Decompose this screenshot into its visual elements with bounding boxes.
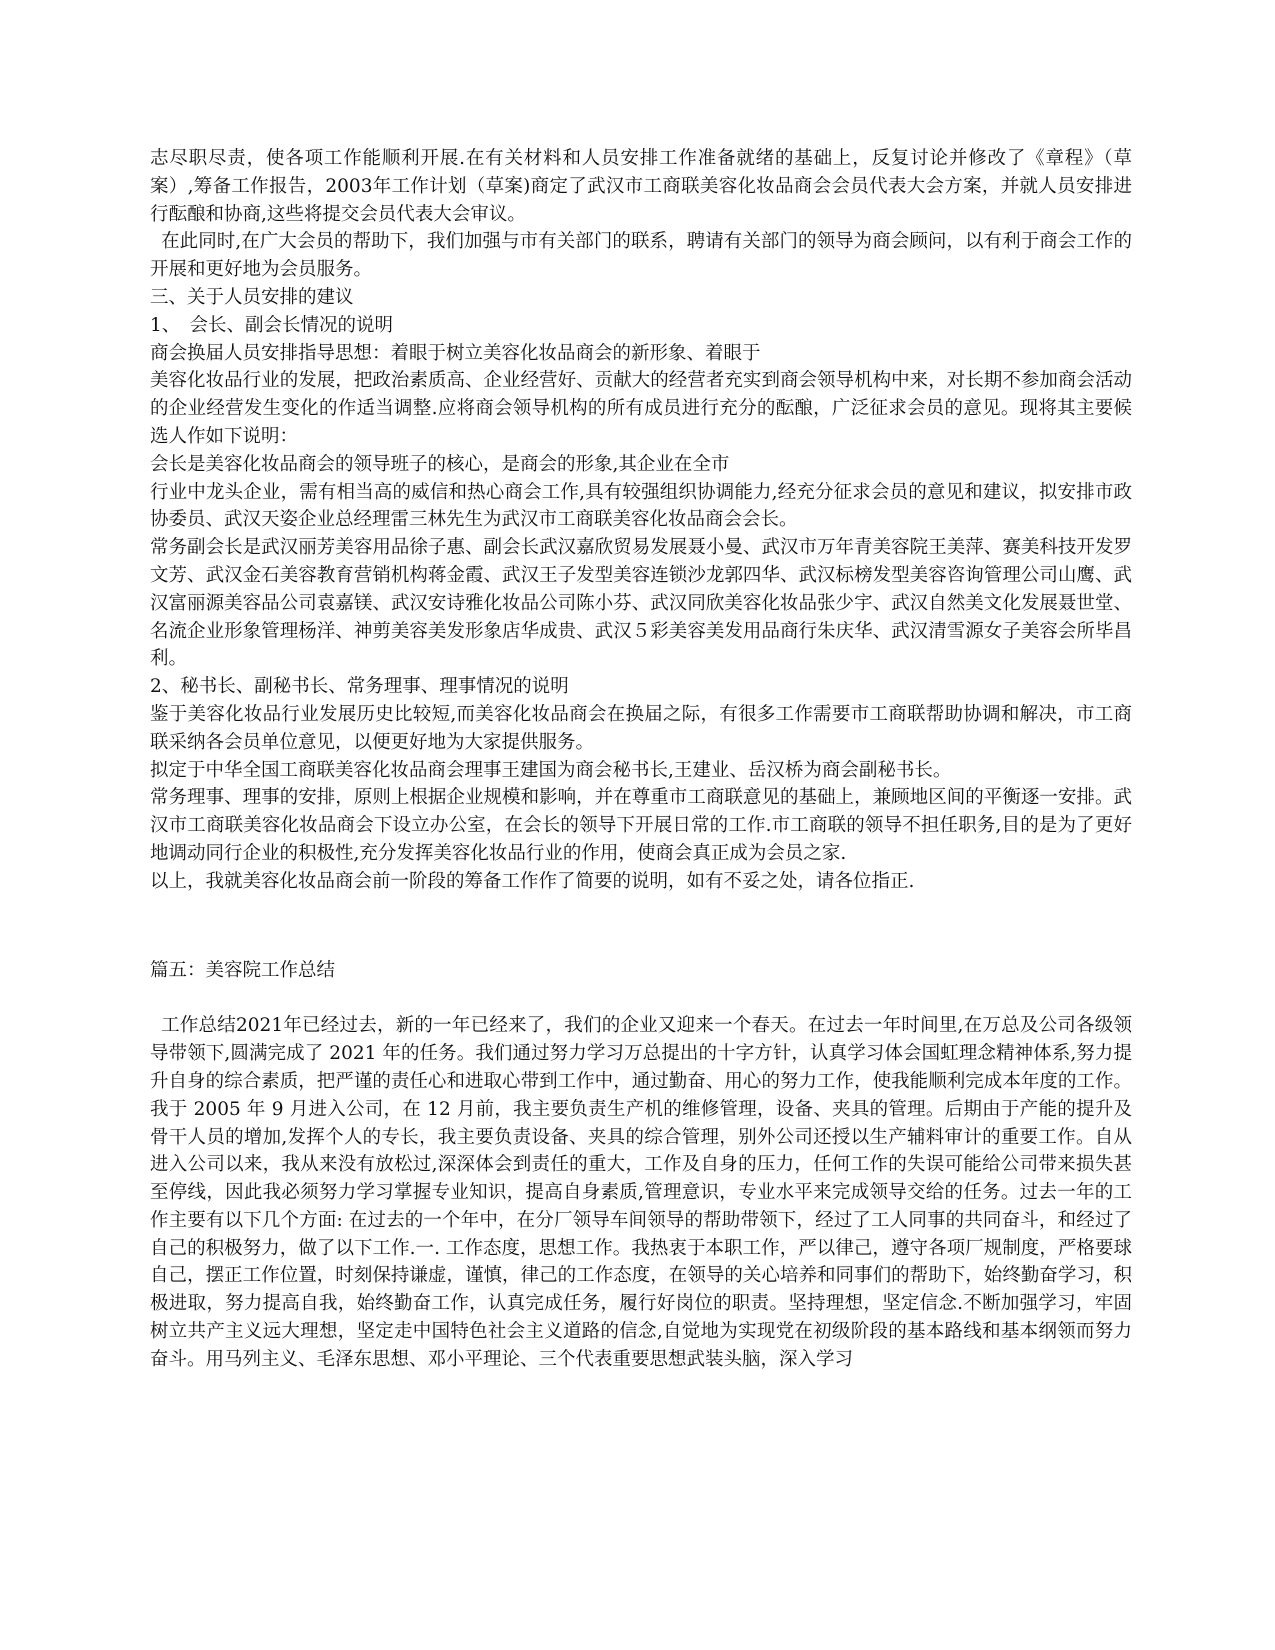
paragraph-directors-arrangement: 常务理事、理事的安排，原则上根据企业规模和影响，并在尊重市工商联意见的基础上，兼顾地区间的平衡逐一安排。武汉市工商联美容化妆品商会下设立办公室，在会长的领导下开展日常的工作.市工商联的领导不担任职务,目的是为了更好地调动同行企业的积极性,充分发挥美容化妆品行业的作用，使商会真正成为会员之家. xyxy=(150,787,1132,864)
paragraph-guiding-principle: 美容化妆品行业的发展，把政治素质高、企业经营好、贡献大的经营者充实到商会领导机构中来，对长期不参加商会活动的企业经营发生变化的作适当调整.应将商会领导机构的所有成员进行充分的酝酿，广泛征求会员的意见。现将其主要候选人作如下说明： xyxy=(150,370,1132,447)
heading-president-explanation: 1、 会长、副会长情况的说明 xyxy=(150,314,394,336)
heading-personnel-proposal: 三、关于人员安排的建议 xyxy=(150,286,354,308)
paragraph-president-lead: 会长是美容化妆品商会的领导班子的核心，是商会的形象,其企业在全市 xyxy=(150,453,730,475)
paragraph-vice-presidents: 常务副会长是武汉丽芳美容用品徐子惠、副会长武汉嘉欣贸易发展聂小曼、武汉市万年青美容院王美萍、赛美科技开发罗文芳、武汉金石美容教育营销机构蒋金霞、武汉王子发型美容连锁沙龙郭四华、武汉标榜发型美容咨询管理公司山鹰、武汉富丽源美容品公司袁嘉镁、武汉安诗雅化妆品公司陈小芬、武汉同欣美容化妆品张少宇、武汉自然美文化发展聂世堂、名流企业形象管理杨洋、神剪美容美发形象店华成贵、武汉５彩美容美发用品商行朱庆华、武汉清雪源女子美容会所毕昌利。 xyxy=(150,537,1132,670)
section-title: 篇五：美容院工作总结 xyxy=(150,959,336,981)
paragraph-work-summary: 工作总结2021年已经过去，新的一年已经来了，我们的企业又迎来一个春天。在过去一年时间里,在万总及公司各级领导带领下,圆满完成了 2021 年的任务。我们通过努力学习万总提出的十字方针，认真学习体会国虹理念精神体系,努力提升自身的综合素质，把严谨的责任心和进取心带到工作中，通过勤奋、用心的努力工作，使我能顺利完成本年度的工作。我于 2005 年 9 月进入公司，在 12 月前，我主要负责生产机的维修管理，设备、夹具的管理。后期由于产能的提升及骨干人员的增加,发挥个人的专长，我主要负责设备、夹具的综合管理，别外公司还授以生产辅料审计的重要工作。自从进入公司以来，我从来没有放松过,深深体会到责任的重大，工作及自身的压力，任何工作的失误可能给公司带来损失甚至停线，因此我必须努力学习掌握专业知识，提高自身素质,管理意识，专业水平来完成领导交给的任务。过去一年的工作主要有以下几个方面: 在过去的一个年中，在分厂领导车间领导的帮助带领下，经过了工人同事的共同奋斗，和经过了自己的积极努力，做了以下工作.一. 工作态度，思想工作。我热衷于本职工作，严以律己，遵守各项厂规制度，严格要球自己，摆正工作位置，时刻保持谦虚，谨慎，律己的工作态度，在领导的关心培养和同事们的帮助下，始终勤奋学习，积极进取，努力提高自我，始终勤奋工作，认真完成任务，履行好岗位的职责。坚持理想，坚定信念.不断加强学习，牢固树立共产主义远大理想，坚定走中国特色社会主义道路的信念,自觉地为实现党在初级阶段的基本路线和基本纲领而努力奋斗。用马列主义、毛泽东思想、邓小平理论、三个代表重要思想武装头脑，深入学习 xyxy=(150,1015,1132,1370)
document-part-2 xyxy=(150,1012,1132,1373)
paragraph-president-candidate: 行业中龙头企业，需有相当高的威信和热心商会工作,具有较强组织协调能力,经充分征求会员的意见和建议，拟安排市政协委员、武汉天姿企业总经理雷三林先生为武汉市工商联美容化妆品商会会长。 xyxy=(150,481,1132,531)
title-spacer xyxy=(150,984,1132,1012)
heading-secretary-explanation: 2、秘书长、副秘书长、常务理事、理事情况的说明 xyxy=(150,676,569,698)
paragraph-closing-remarks: 以上，我就美容化妆品商会前一阶段的筹备工作作了简要的说明，如有不妥之处，请各位指正. xyxy=(150,870,915,892)
paragraph-preparation-work: 志尽职尽责，使各项工作能顺利开展.在有关材料和人员安排工作准备就绪的基础上，反复讨论并修改了《章程》（草案）,筹备工作报告，2003年工作计划（草案)商定了武汉市工商联美容化妆品商会会员代表大会方案，并就人员安排进行酝酿和协商,这些将提交会员代表大会审议。 xyxy=(150,148,1132,225)
paragraph-secretary-general: 拟定于中华全国工商联美容化妆品商会理事王建国为商会秘书长,王建业、岳汉桥为商会副秘书长。 xyxy=(150,759,952,781)
paragraph-contact-departments: 在此同时,在广大会员的帮助下，我们加强与市有关部门的联系，聘请有关部门的领导为商会顾问，以有利于商会工作的开展和更好地为会员服务。 xyxy=(150,231,1132,281)
paragraph-industry-history: 鉴于美容化妆品行业发展历史比较短,而美容化妆品商会在换届之际，有很多工作需要市工商联帮助协调和解决，市工商联采纳各会员单位意见，以便更好地为大家提供服务。 xyxy=(150,703,1132,753)
section-spacer xyxy=(150,896,1132,957)
document-part-1 xyxy=(150,145,1132,896)
document-page xyxy=(150,145,1132,1374)
paragraph-guiding-principle-lead: 商会换届人员安排指导思想：着眼于树立美容化妆品商会的新形象、着眼于 xyxy=(150,342,761,364)
